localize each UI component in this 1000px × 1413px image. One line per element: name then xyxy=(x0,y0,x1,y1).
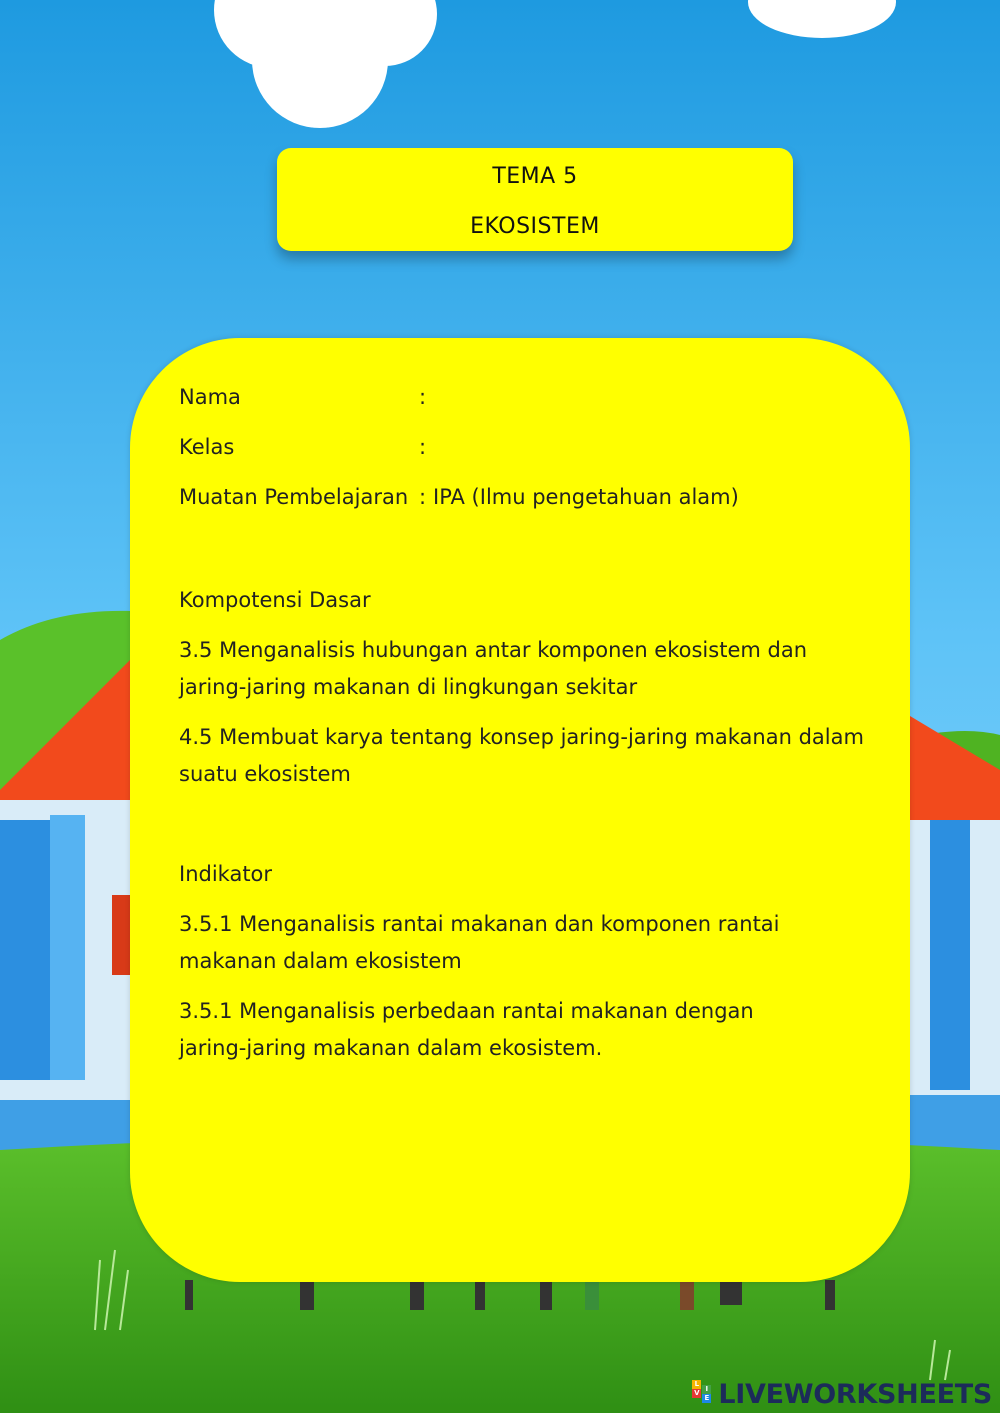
kelas-row xyxy=(179,435,433,459)
nama-separator: : xyxy=(419,385,427,409)
liveworksheets-icon: L V I E xyxy=(692,1380,716,1408)
liveworksheets-logo xyxy=(692,1376,992,1412)
nama-row xyxy=(179,385,433,409)
muatan-value: IPA (Ilmu pengetahuan alam) xyxy=(433,485,739,509)
indikator-heading: Indikator xyxy=(179,862,273,886)
indikator-item: 3.5.1 Menganalisis rantai makanan dan komponen rantai makanan dalam ekosistem xyxy=(179,912,780,973)
kompetensi-heading: Kompotensi Dasar xyxy=(179,588,371,612)
brand-name: LIVEWORKSHEETS xyxy=(718,1378,992,1410)
theme-title: EKOSISTEM xyxy=(470,214,600,239)
title-banner xyxy=(277,148,793,251)
kelas-separator: : xyxy=(419,435,427,459)
kelas-label: Kelas xyxy=(179,435,235,459)
indikator-item: 3.5.1 Menganalisis perbedaan rantai makanan dengan jaring-jaring makanan dalam ekosistem. xyxy=(179,999,754,1060)
muatan-row xyxy=(179,485,739,509)
info-card xyxy=(130,338,910,1282)
nama-label: Nama xyxy=(179,385,241,409)
kompetensi-item: 4.5 Membuat karya tentang konsep jaring-jaring makanan dalam suatu ekosistem xyxy=(179,725,864,786)
kompetensi-item: 3.5 Menganalisis hubungan antar komponen ekosistem dan jaring-jaring makanan di lingkungan sekitar xyxy=(179,638,808,699)
muatan-label: Muatan Pembelajaran xyxy=(179,485,409,509)
theme-number: TEMA 5 xyxy=(492,164,578,189)
muatan-separator: : xyxy=(419,485,427,509)
